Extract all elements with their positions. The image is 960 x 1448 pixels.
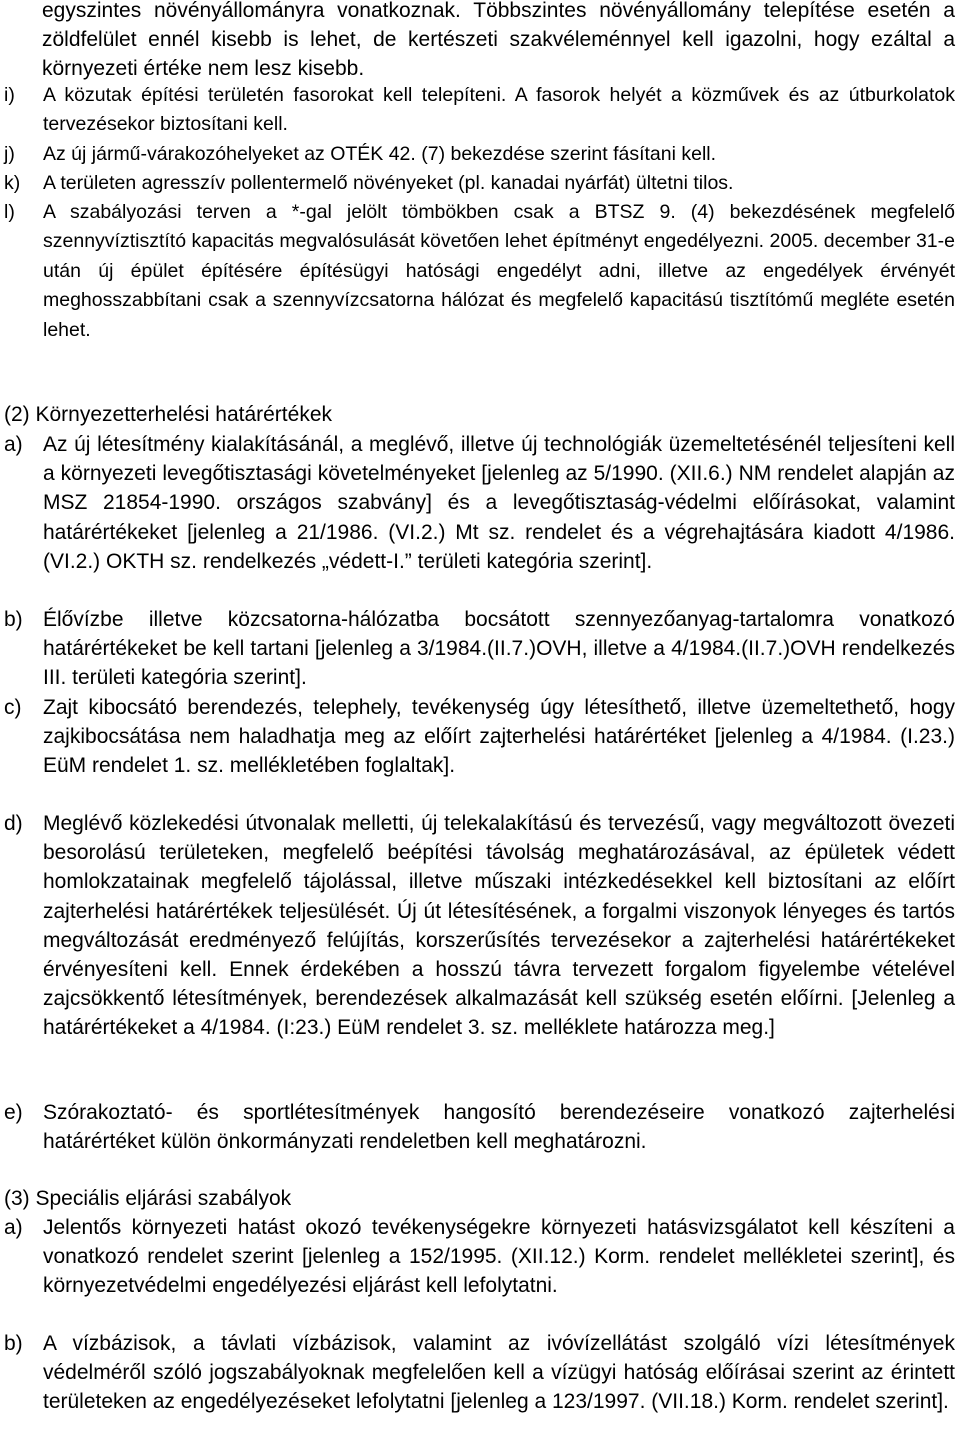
list-marker: d) bbox=[4, 812, 23, 835]
list-marker: b) bbox=[4, 608, 23, 631]
list-item-b bbox=[4, 605, 955, 693]
list-marker: a) bbox=[4, 433, 23, 456]
section-heading-3: (3) Speciális eljárási szabályok bbox=[4, 1187, 292, 1210]
list-item-l bbox=[4, 198, 955, 345]
list-item-k bbox=[4, 169, 955, 198]
list-marker: b) bbox=[4, 1332, 23, 1355]
list-item-e bbox=[4, 1098, 955, 1156]
list-item-i bbox=[4, 81, 955, 140]
list-item-a bbox=[4, 430, 955, 576]
section-heading-2: (2) Környezetterhelési határértékek bbox=[4, 403, 332, 426]
list-item-text: A területen agresszív pollentermelő növényeket (pl. kanadai nyárfát) ültetni tilos. bbox=[43, 172, 734, 194]
list-marker: k) bbox=[4, 172, 21, 194]
intro-paragraph: egyszintes növényállományra vonatkoznak. Többszintes növényállomány telepítése esetén a zöldfelület ennél kisebb is lehet, de kertészeti szakvéleménnyel kell igazolni, hogy ezáltal a környezeti értéke nem lesz kisebb. bbox=[42, 0, 955, 81]
list-item-text: A vízbázisok, a távlati vízbázisok, valamint az ivóvízellátást szolgáló vízi létesítmények védelméről szóló jogszabályoknak megfelelően kell a vízügyi hatóság előírásai szerint az érintett területeken az engedélyezéseket lefolytatni [jelenleg a 123/1997. (VII.18.) Korm. rendelet szerint]. bbox=[43, 1332, 955, 1414]
list-item-b-3 bbox=[4, 1329, 955, 1417]
list-item-text: Élővízbe illetve közcsatorna-hálózatba bocsátott szennyezőanyag-tartalomra vonatkozó határértékeket be kell tartani [jelenleg a 3/1984.(II.7.)OVH, illetve a 4/1984.(II.7.)OVH rendelkezés III. területi kategória szerint]. bbox=[43, 608, 955, 690]
list-item-text: Zajt kibocsátó berendezés, telephely, tevékenység úgy létesíthető, illetve üzemeltethető, hogy zajkibocsátása nem haladhatja meg az előírt zajterhelési határértéket [jelenleg a 4/1984. (I.23.) EüM rendelet 1. sz. mellékletében foglaltak]. bbox=[43, 696, 955, 778]
list-marker: e) bbox=[4, 1101, 23, 1124]
list-item-text: Meglévő közlekedési útvonalak melletti, új telekalakítású és tervezésű, vagy megváltozott övezeti besorolású területeken, megfelelő beépítési távolság meghatározásával, az épületek védett homlokzatainak megfelelő tájolással, illetve műszaki intézkedésekkel kell biztosítani az előírt zajterhelési határértékek teljesülését. Új út létesítésének, a forgalmi viszonyok lényeges és tartós megváltozását eredményező felújítás, korszerűsítés tervezésekor a zajterhelési határértékeket érvényesíteni kell. Ennek érdekében a hosszú távra tervezett forgalom figyelembe vételével zajcsökkentő létesítmények, berendezések alkalmazását kell szükség esetén előírni. [Jelenleg a határértékeket a 4/1984. (I:23.) EüM rendelet 3. sz. melléklete határozza meg.] bbox=[43, 812, 955, 1040]
list-marker: a) bbox=[4, 1216, 23, 1239]
list-marker: j) bbox=[4, 143, 15, 165]
list-item-a-3 bbox=[4, 1213, 955, 1301]
list-item-text: Szórakoztató- és sportlétesítmények hangosító berendezéseire vonatkozó zajterhelési határértéket külön önkormányzati rendeletben kell meghatározni. bbox=[43, 1101, 955, 1154]
list-marker: i) bbox=[4, 84, 15, 106]
list-marker: l) bbox=[4, 201, 15, 223]
list-item-text: A szabályozási terven a *-gal jelölt tömbökben csak a BTSZ 9. (4) bekezdésének megfelelő szennyvíztisztító kapacitás megvalósulását követően lehet építményt engedélyezni. 2005. december 31-e után új épület építésére építésügyi hatósági engedélyt adni, illetve az engedélyek érvényét meghosszabbítani csak a szennyvízcsatorna hálózat és megfelelő kapacitású tisztítómű megléte esetén lehet. bbox=[43, 201, 955, 341]
list-item-text: A közutak építési területén fasorokat kell telepíteni. A fasorok helyét a közművek és az útburkolatok tervezésekor biztosítani kell. bbox=[43, 84, 955, 136]
list-item-text: Az új jármű-várakozóhelyeket az OTÉK 42. (7) bekezdése szerint fásítani kell. bbox=[43, 143, 717, 165]
list-item-c bbox=[4, 693, 955, 781]
list-marker: c) bbox=[4, 696, 22, 719]
list-item-text: Jelentős környezeti hatást okozó tevékenységekre környezeti hatásvizsgálatot kell készíteni a vonatkozó rendelet szerint [jelenleg a 152/1995. (XII.12.) Korm. rendelet mellékletei szerint], és környezetvédelmi engedélyezési eljárást kell lefolytatni. bbox=[43, 1216, 955, 1298]
list-item-j bbox=[4, 140, 955, 169]
list-item-text: Az új létesítmény kialakításánál, a meglévő, illetve új technológiák üzemeltetésénél teljesíteni kell a környezeti levegőtisztasági követelményeket [jelenleg az 5/1990. (XII.6.) NM rendelet alapján az MSZ 21854-1990. országos szabvány] és a levegőtisztaság-védelmi előírásokat, valamint határértékeket [jelenleg a 21/1986. (VI.2.) Mt sz. rendelet és a végrehajtására kiadott 4/1986. (VI.2.) OKTH sz. rendelkezés „védett-I.” területi kategória szerint]. bbox=[43, 433, 955, 573]
list-item-d bbox=[4, 809, 955, 1043]
